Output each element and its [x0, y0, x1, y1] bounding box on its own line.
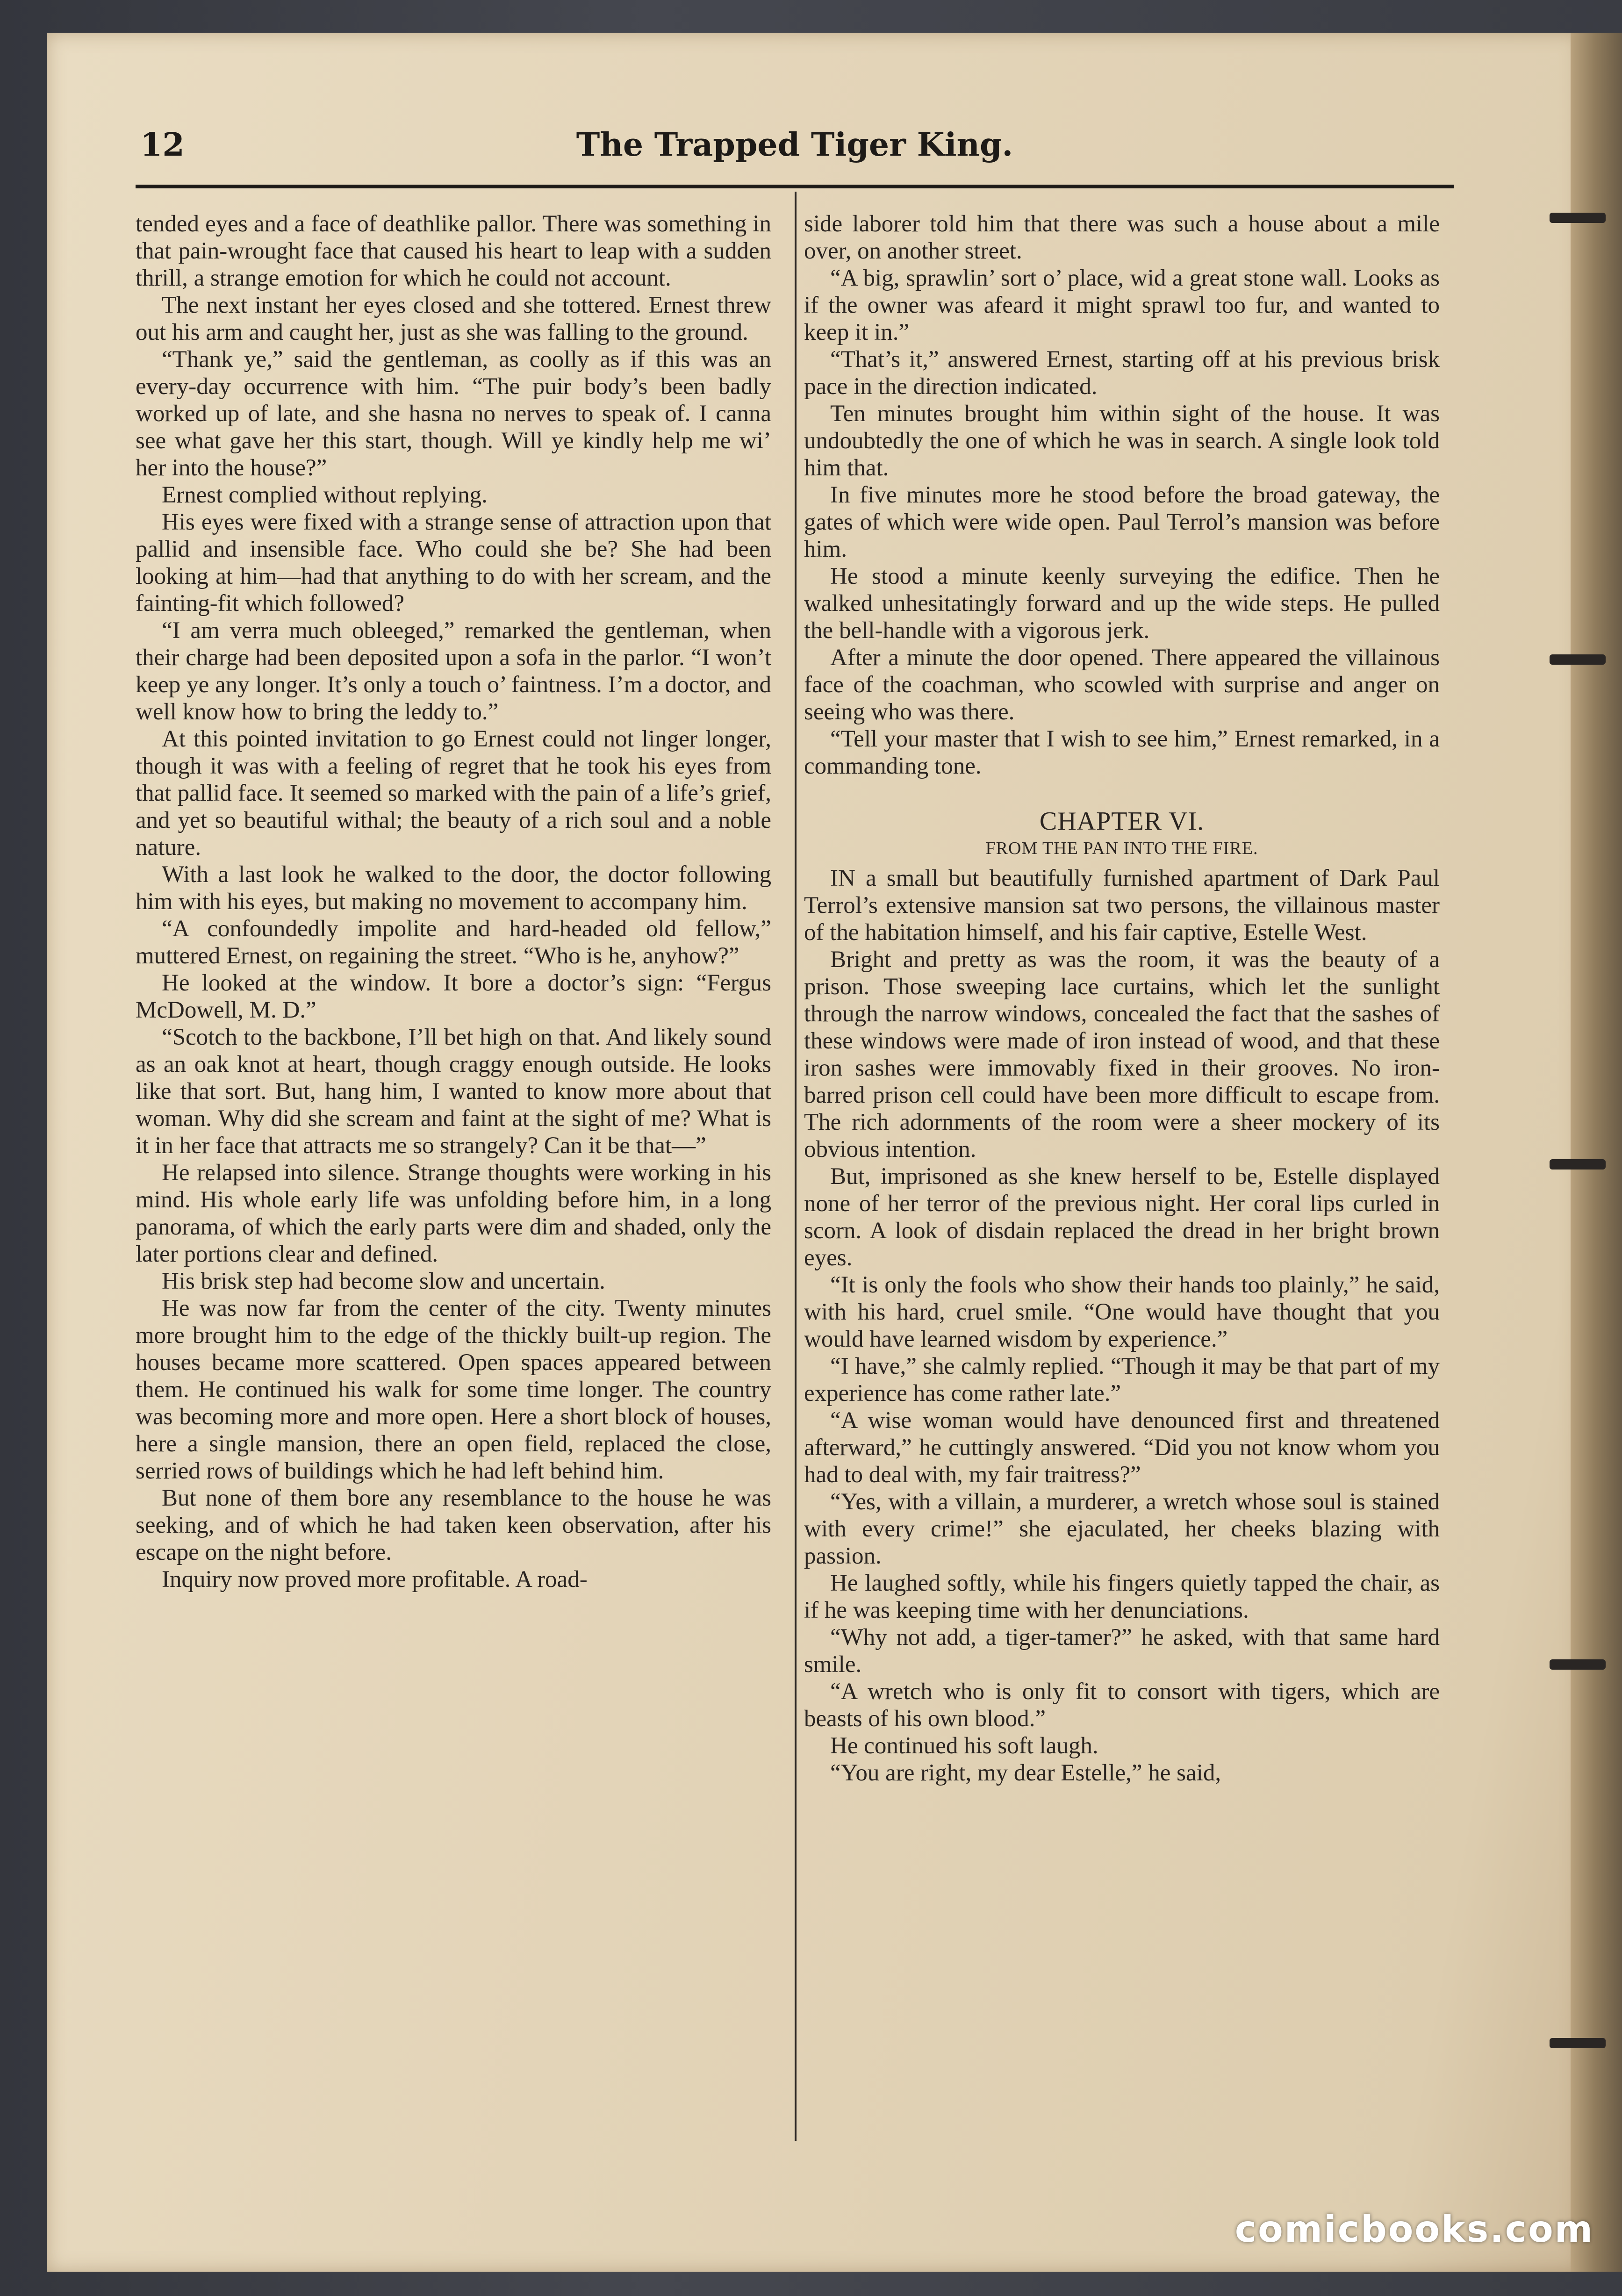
paragraph: He was now far from the center of the city. Twenty minutes more brought him to the edge of the thickly built-up region. The houses became more scattered. Open spaces appeared between them. He continued his walk for some time longer. The country was becoming more and more open. Here a short block of houses, here a single mansion, there an open field, replaced the close, serried rows of buildings which he had left behind him.	[136, 1295, 771, 1484]
paragraph: After a minute the door opened. There appeared the villainous face of the coachman, who scowled with surprise and anger on seeing who was there.	[804, 645, 1440, 725]
paragraph: At this pointed invitation to go Ernest could not linger longer, though it was with a feeling of regret that he took his eyes from that pallid face. It seemed so marked with the pain of a life’s grief, and yet so beautiful withal; the beauty of a rich soul and a noble nature.	[136, 726, 771, 861]
paragraph: With a last look he walked to the door, the doctor following him with his eyes, but making no movement to accompany him.	[136, 861, 771, 915]
paragraph: His brisk step had become slow and uncertain.	[162, 1268, 605, 1294]
paragraph: “It is only the fools who show their hands too plainly,” he said, with his hard, cruel smile. “One would have thought that you would have learned wisdom by experience.”	[804, 1272, 1440, 1352]
left-column	[136, 210, 771, 2145]
staple-mark	[1550, 654, 1606, 665]
paragraph: “Thank ye,” said the gentleman, as coolly as if this was an every-day occurrence with him. “The puir body’s been badly worked up of late, and she hasna no nerves to speak of. I canna see what gave her this start, though. Will ye kindly help me wi’ her into the house?”	[136, 346, 771, 481]
staple-mark	[1550, 213, 1606, 223]
paragraph: “Why not add, a tiger-tamer?” he asked, with that same hard smile.	[804, 1624, 1440, 1678]
paragraph: But none of them bore any resemblance to the house he was seeking, and of which he had taken keen observation, after his escape on the night before.	[136, 1485, 771, 1565]
staple-mark	[1550, 1659, 1606, 1670]
paragraph: His eyes were fixed with a strange sense of attraction upon that pallid and insensible face. Who could she be? She had been looking at him—had that anything to do with her scream, and the fainting-fit which followed?	[136, 509, 771, 617]
paragraph: He stood a minute keenly surveying the edifice. Then he walked unhesitatingly forward and up the wide steps. He pulled the bell-handle with a vigorous jerk.	[804, 563, 1440, 644]
paragraph: In five minutes more he stood before the broad gateway, the gates of which were wide open. Paul Terrol’s mansion was before him.	[804, 482, 1440, 562]
paragraph: Ernest complied without replying.	[162, 482, 488, 508]
paragraph: “A wretch who is only fit to consort with tigers, which are beasts of his own blood.”	[804, 1679, 1440, 1732]
right-column	[804, 210, 1440, 2145]
paragraph: He laughed softly, while his fingers quietly tapped the chair, as if he was keeping time with her denunciations.	[804, 1570, 1440, 1623]
paragraph: Ten minutes brought him within sight of the house. It was undoubtedly the one of which he was in search. A single look told him that.	[804, 401, 1440, 481]
paragraph: “A wise woman would have denounced first and threatened afterward,” he cuttingly answered. “Did you not know whom you had to deal with, my fair traitress?”	[804, 1407, 1440, 1488]
paragraph: “I have,” she calmly replied. “Though it may be that part of my experience has come rather late.”	[804, 1353, 1440, 1406]
staple-mark	[1550, 1159, 1606, 1170]
paragraph: “Yes, with a villain, a murderer, a wretch whose soul is stained with every crime!” she ejaculated, her cheeks blazing with passion.	[804, 1489, 1440, 1569]
paragraph: “You are right, my dear Estelle,” he said,	[830, 1760, 1221, 1786]
paragraph: He looked at the window. It bore a doctor’s sign: “Fergus McDowell, M. D.”	[136, 970, 771, 1023]
page-number: 12	[140, 126, 185, 164]
paragraph: But, imprisoned as she knew herself to be, Estelle displayed none of her terror of the previous night. Her coral lips curled in scorn. A look of disdain replaced the dread in her bright brown eyes.	[804, 1163, 1440, 1271]
paragraph: “Scotch to the backbone, I’ll bet high on that. And likely sound as an oak knot at heart, though craggy enough outside. He looks like that sort. But, hang him, I wanted to know more about that woman. Why did she scream and faint at the sight of me? What is it in her face that attracts me so strangely? Can it be that—”	[136, 1024, 771, 1159]
paragraph: “That’s it,” answered Ernest, starting off at his previous brisk pace in the direction indicated.	[804, 346, 1440, 400]
paragraph: He relapsed into silence. Strange thoughts were working in his mind. His whole early life was unfolding before him, in a long panorama, of which the early parts were dim and shaded, only the later portions clear and defined.	[136, 1160, 771, 1267]
chapter-title: CHAPTER VI.	[1039, 807, 1205, 836]
paragraph: He continued his soft laugh.	[830, 1733, 1098, 1759]
running-title: The Trapped Tiger King.	[576, 126, 1013, 164]
paragraph: side laborer told him that there was such a house about a mile over, on another street.	[804, 211, 1440, 264]
paragraph: Bright and pretty as was the room, it was the beauty of a prison. Those sweeping lace curtains, which let the sunlight through the narrow windows, concealed the fact that the sashes of these windows were made of iron instead of wood, and that these iron sashes were immovably fixed in their grooves. No iron-barred prison cell could have been more difficult to escape from. The rich adornments of the room were a sheer mockery of its obvious intention.	[804, 947, 1440, 1162]
paragraph: “Tell your master that I wish to see him,” Ernest remarked, in a commanding tone.	[804, 726, 1440, 779]
staple-mark	[1550, 2038, 1606, 2048]
page-header	[140, 122, 1449, 178]
binding-edge	[1571, 33, 1622, 2272]
column-divider	[795, 192, 797, 2141]
paragraph: The next instant her eyes closed and she tottered. Ernest threw out his arm and caught her, just as she was falling to the ground.	[136, 292, 771, 345]
source-watermark: comicbooks.com	[1234, 2209, 1594, 2251]
paragraph: Inquiry now proved more profitable. A road-	[162, 1566, 588, 1593]
paragraph: “A big, sprawlin’ sort o’ place, wid a great stone wall. Looks as if the owner was afeard it might sprawl too fur, and wanted to keep it in.”	[804, 265, 1440, 345]
chapter-subtitle: FROM THE PAN INTO THE FIRE.	[985, 839, 1258, 858]
paragraph: “I am verra much obleeged,” remarked the gentleman, when their charge had been deposited upon a sofa in the parlor. “I won’t keep ye any longer. It’s only a touch o’ faintness. I’m a doctor, and well know how to bring the leddy to.”	[136, 617, 771, 725]
paragraph: IN a small but beautifully furnished apartment of Dark Paul Terrol’s extensive mansion sat two persons, the villainous master of the habitation himself, and his fair captive, Estelle West.	[804, 865, 1440, 946]
paragraph: “A confoundedly impolite and hard-headed old fellow,” muttered Ernest, on regaining the street. “Who is he, anyhow?”	[136, 916, 771, 969]
header-rule	[136, 185, 1454, 188]
paragraph: tended eyes and a face of deathlike pallor. There was something in that pain-wrought face that caused his heart to leap with a sudden thrill, a strange emotion for which he could not account.	[136, 211, 771, 291]
